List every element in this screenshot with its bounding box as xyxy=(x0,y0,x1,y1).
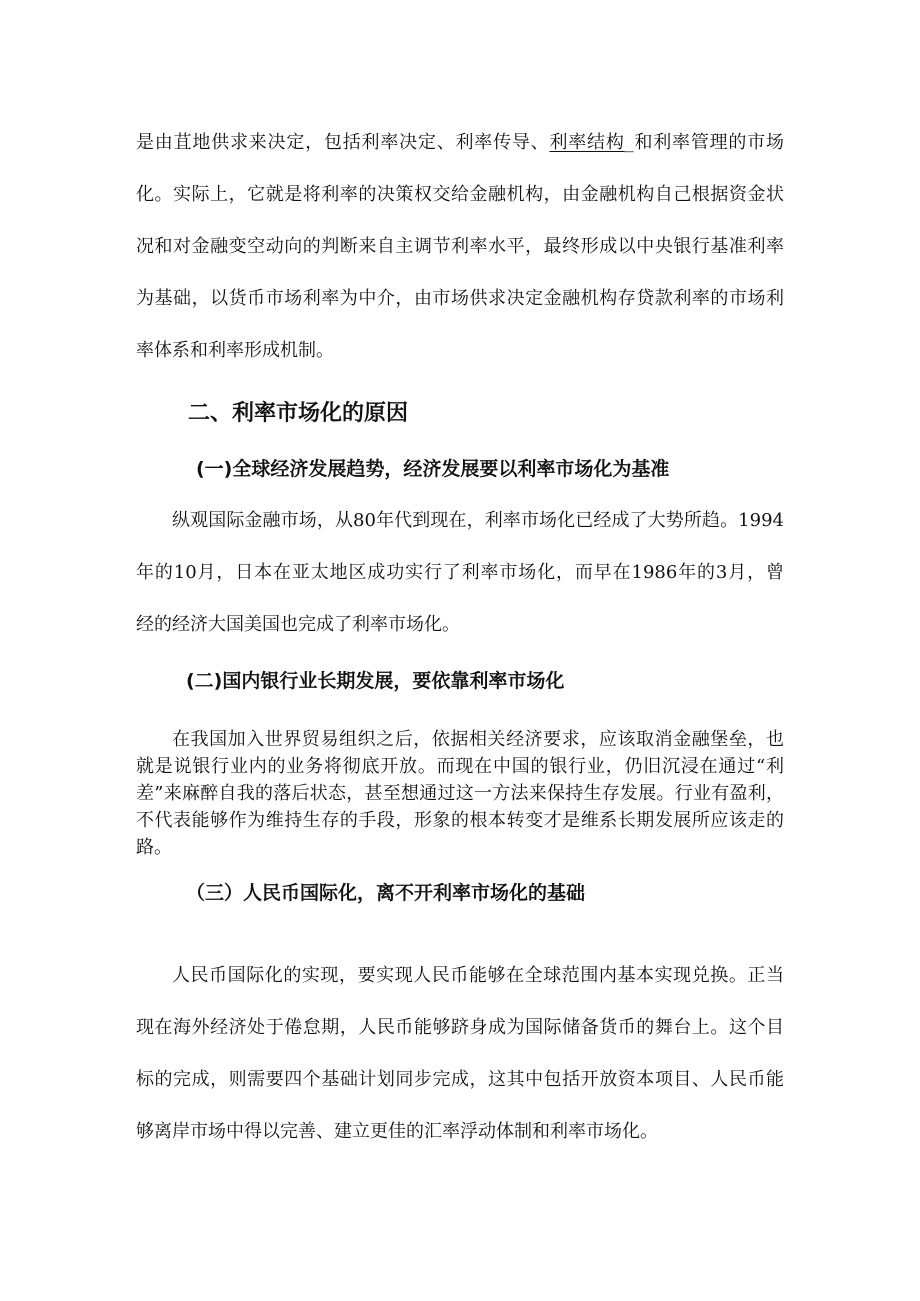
sub2-line-5: 路。 xyxy=(136,837,172,858)
sub1-line-3: 经的经济大国美国也完成了利率市场化。 xyxy=(136,614,460,635)
intro-line-3: 况和对金融变空动向的判断来自主调节利率水平，最终形成以中央银行基准利率 xyxy=(136,236,784,257)
intro-paragraph xyxy=(136,131,784,391)
sub2-line-2: 就是说银行业内的业务将彻底开放。而现在中国的银行业，仍旧沉浸在通过“利 xyxy=(136,756,784,777)
subsection-2-paragraph xyxy=(136,728,784,863)
section-heading: 二、利率市场化的原因 xyxy=(188,401,409,426)
sub3-line-3: 标的完成，则需要四个基础计划同步完成，这其中包括开放资本项目、人民币能 xyxy=(136,1069,784,1090)
sub3-line-4: 够离岸市场中得以完善、建立更佳的汇率浮动体制和利率市场化。 xyxy=(136,1121,658,1142)
subsection-3-paragraph xyxy=(136,964,784,1172)
intro-line-5: 率体系和利率形成机制。 xyxy=(136,340,334,361)
sub2-line-1: 在我国加入世界贸易组织之后，依据相关经济要求，应该取消金融堡垒，也 xyxy=(172,729,784,750)
sub1-line-1: 纵观国际金融市场，从80年代到现在，利率市场化已经成了大势所趋。1994 xyxy=(172,510,784,531)
sub2-line-4: 不代表能够作为维持生存的手段，形象的根本转变才是维系长期发展所应该走的 xyxy=(136,810,784,831)
sub2-line-3: 差”来麻醉自我的落后状态，甚至想通过这一方法来保持生存发展。行业有盈利， xyxy=(136,783,784,804)
subsection-2-heading: (二)国内银行业长期发展，要依靠利率市场化 xyxy=(186,670,565,692)
intro-line-2: 化。实际上，它就是将利率的决策权交给金融机构，由金融机构自己根据资金状 xyxy=(136,184,784,205)
intro-line-1: 是由苴地供求来决定，包括利率决定、利率传导、利率结构_和利率管理的市场 xyxy=(136,132,785,153)
sub1-line-2: 年的10月，日本在亚太地区成功实行了利率市场化，而早在1986年的3月，曾 xyxy=(136,562,784,583)
interest-structure-term: 利率结构 xyxy=(549,132,625,153)
intro-line-4: 为基础，以货币市场利率为中介，由市场供求决定金融机构存贷款利率的市场利 xyxy=(136,288,784,309)
subsection-1-paragraph xyxy=(136,509,784,665)
sub3-line-1: 人民币国际化的实现，要实现人民币能够在全球范围内基本实现兑换。正当 xyxy=(172,965,784,986)
sub3-line-2: 现在海外经济处于倦怠期，人民币能够跻身成为国际储备货币的舞台上。这个目 xyxy=(136,1017,784,1038)
subsection-1-heading: (一)全球经济发展趋势，经济发展要以利率市场化为基准 xyxy=(196,458,670,480)
subsection-3-heading: （三）人民币国际化，离不开利率市场化的基础 xyxy=(186,882,586,904)
